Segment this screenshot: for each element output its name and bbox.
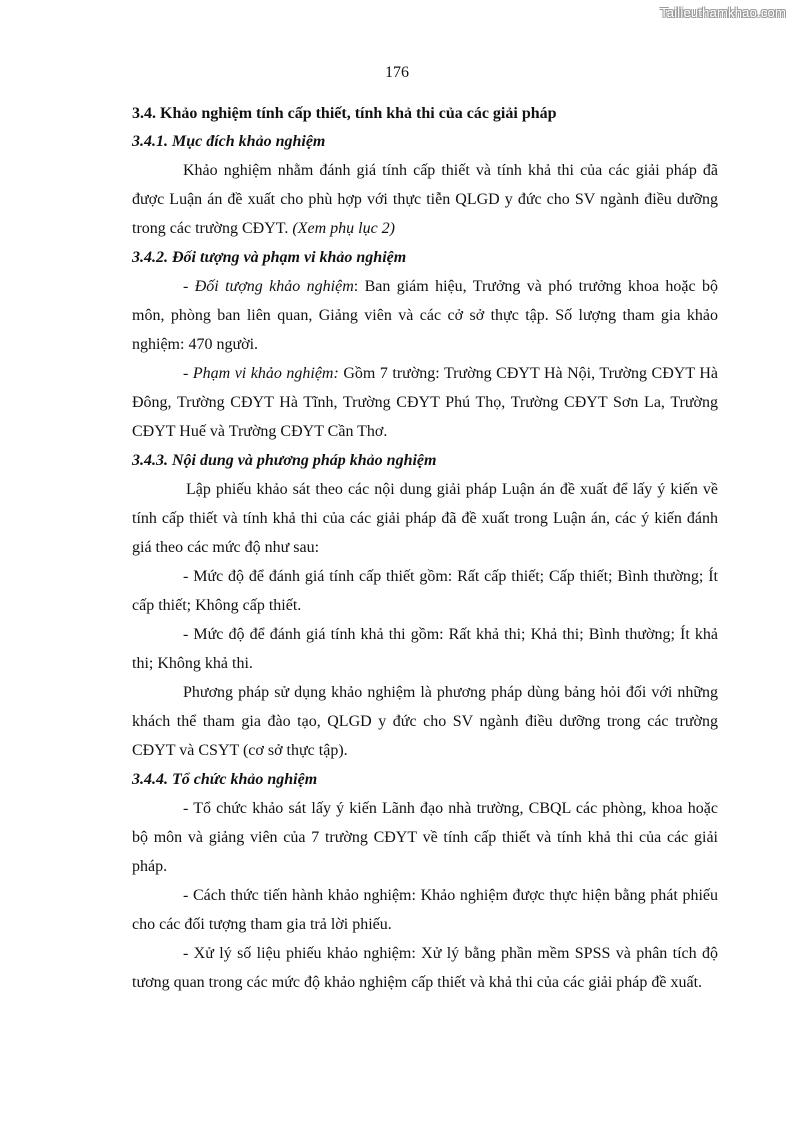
paragraph: - Cách thức tiến hành khảo nghiệm: Khảo nghiệm được thực hiện bằng phát phiếu cho các đối tượng tham gia trả lời phiếu.: [132, 887, 718, 933]
paragraph: [132, 359, 718, 446]
paragraph-text: Gồm 7 trường: Trường CĐYT Hà Nội, Trường CĐYT Hà Đông, Trường CĐYT Hà Tĩnh, Trường CĐYT Phú Thọ, Trường CĐYT Sơn La, Trường CĐYT Huế và Trường CĐYT Cần Thơ.: [132, 365, 719, 440]
appendix-reference: (Xem phụ lục 2): [292, 220, 395, 237]
paragraph: - Mức độ để đánh giá tính cấp thiết gồm: Rất cấp thiết; Cấp thiết; Bình thường; Ít cấp thiết; Không cấp thiết.: [132, 568, 718, 614]
paragraph: [132, 156, 718, 243]
section-heading: 3.4. Khảo nghiệm tính cấp thiết, tính khả thi của các giải pháp: [132, 105, 557, 122]
subsection-title-3-4-1: 3.4.1. Mục đích khảo nghiệm: [132, 133, 326, 150]
list-label: - Đối tượng khảo nghiệm: [183, 278, 354, 295]
paragraph: - Mức độ để đánh giá tính khả thi gồm: Rất khả thi; Khả thi; Bình thường; Ít khả thi; Không khả thi.: [132, 626, 718, 672]
paragraph: Phương pháp sử dụng khảo nghiệm là phương pháp dùng bảng hỏi đối với những khách thể tham gia đào tạo, QLGD y đức cho SV ngành điều dưỡng trong các trường CĐYT và CSYT (cơ sở thực tập).: [132, 684, 718, 759]
paragraph: - Tổ chức khảo sát lấy ý kiến Lãnh đạo nhà trường, CBQL các phòng, khoa hoặc bộ môn và giảng viên của 7 trường CĐYT về tính cấp thiết và tính khả thi của các giải pháp.: [132, 800, 718, 875]
page-number: 176: [385, 64, 409, 81]
list-label: - Phạm vi khảo nghiệm:: [183, 365, 339, 382]
paragraph: Lập phiếu khảo sát theo các nội dung giải pháp Luận án đề xuất để lấy ý kiến về tính cấp thiết và tính khả thi của các giải pháp đã đề xuất trong Luận án, các ý kiến đánh giá theo các mức độ như sau:: [132, 481, 718, 556]
paragraph-text: Khảo nghiệm nhằm đánh giá tính cấp thiết và tính khả thi của các giải pháp đã được Luận án đề xuất cho phù hợp với thực tiễn QLGD y đức cho SV ngành điều dưỡng trong các trường CĐYT.: [132, 162, 718, 237]
subsection-title-3-4-2: 3.4.2. Đối tượng và phạm vi khảo nghiệm: [132, 249, 407, 266]
paragraph-text: : Ban giám hiệu, Trưởng và phó trưởng khoa hoặc bộ môn, phòng ban liên quan, Giảng viên và các cở sở thực tập. Số lượng tham gia khảo nghiệm: 470 người.: [132, 278, 719, 353]
document-body: [132, 101, 718, 997]
subsection-title-3-4-4: 3.4.4. Tổ chức khảo nghiệm: [132, 771, 318, 788]
subsection-title-3-4-3: 3.4.3. Nội dung và phương pháp khảo nghiệm: [132, 452, 437, 469]
paragraph: - Xử lý số liệu phiếu khảo nghiệm: Xử lý bằng phần mềm SPSS và phân tích độ tương quan trong các mức độ khảo nghiệm cấp thiết và khả thi của các giải pháp đề xuất.: [132, 945, 718, 991]
paragraph: [132, 272, 718, 359]
watermark-text: Tailieuthamkhao.com: [660, 5, 786, 20]
